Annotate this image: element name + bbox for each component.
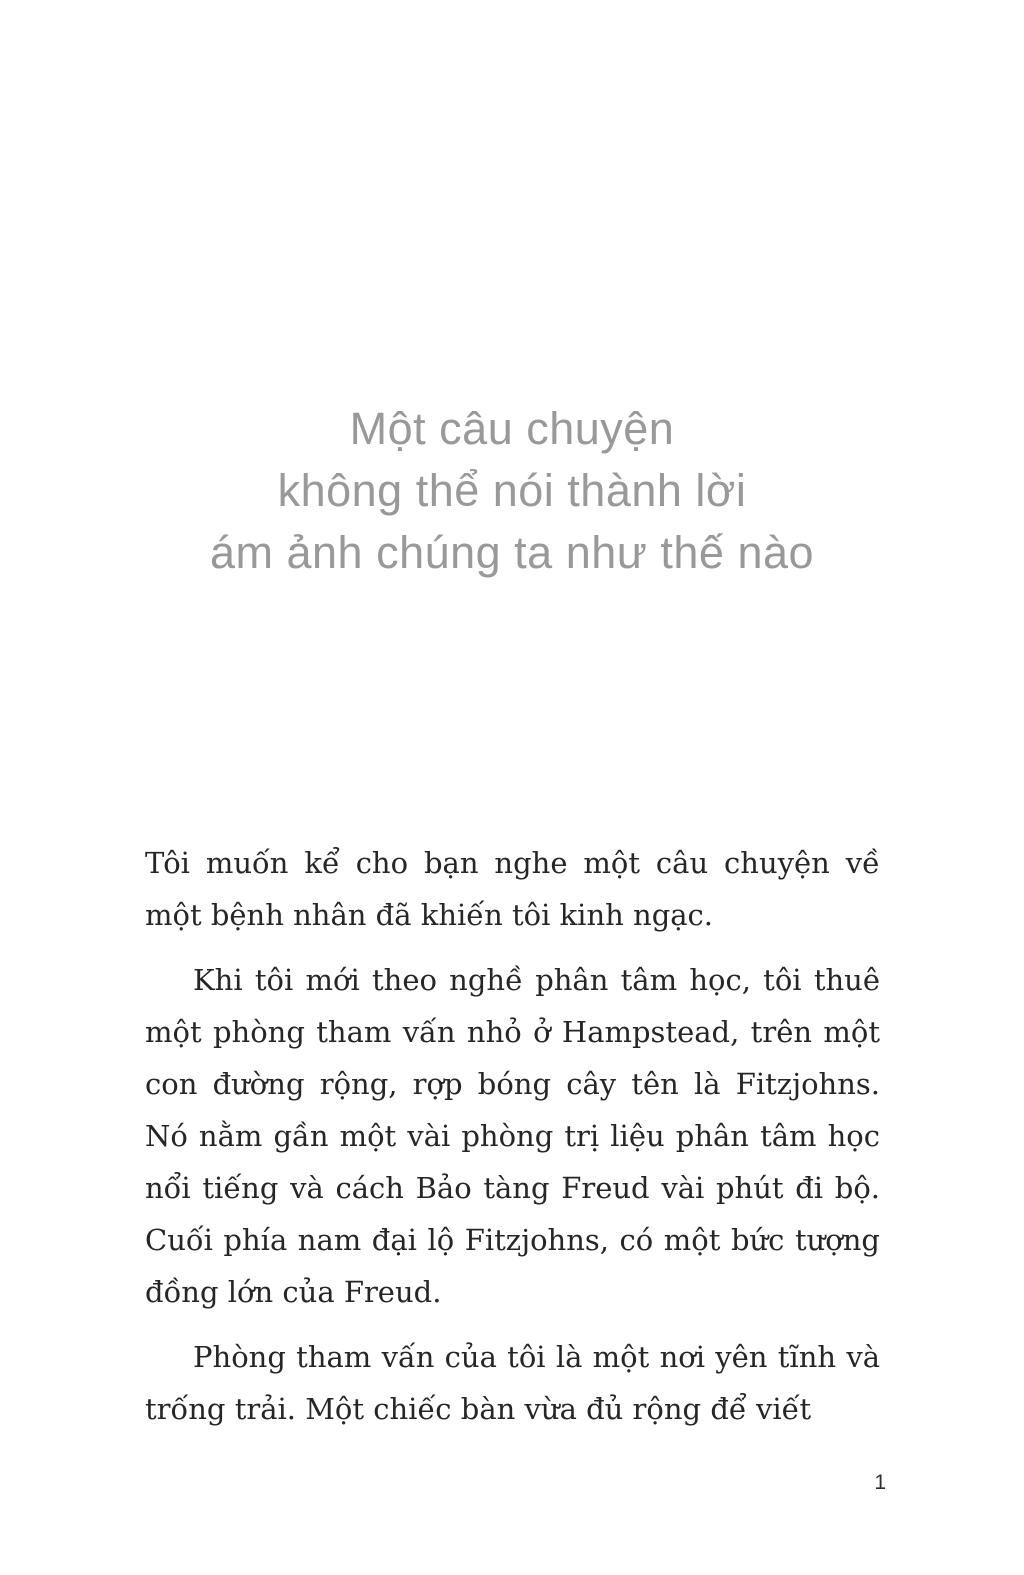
- chapter-title-line-2: không thể nói thành lời: [277, 465, 747, 516]
- chapter-title-line-3: ám ảnh chúng ta như thế nào: [209, 527, 815, 578]
- page-number: 1: [874, 1471, 886, 1494]
- body-text: [145, 837, 880, 1435]
- paragraph-1: Tôi muốn kể cho bạn nghe một câu chuyện về một bệnh nhân đã khiến tôi kinh ngạc.: [145, 846, 880, 932]
- paragraph-2: Khi tôi mới theo nghề phân tâm học, tôi thuê một phòng tham vấn nhỏ ở Hampstead, trên một con đường rộng, rợp bóng cây tên là Fitzjohns. Nó nằm gần một vài phòng trị liệu phân tâm học nổi tiếng và cách Bảo tàng Freud vài phút đi bộ. Cuối phía nam đại lộ Fitzjohns, có một bức tượng đồng lớn của Freud.: [145, 963, 880, 1309]
- paragraph-3: Phòng tham vấn của tôi là một nơi yên tĩnh và trống trải. Một chiếc bàn vừa đủ rộng để viết: [145, 1340, 880, 1426]
- chapter-title: [0, 0, 1024, 584]
- chapter-title-line-1: Một câu chuyện: [349, 403, 675, 454]
